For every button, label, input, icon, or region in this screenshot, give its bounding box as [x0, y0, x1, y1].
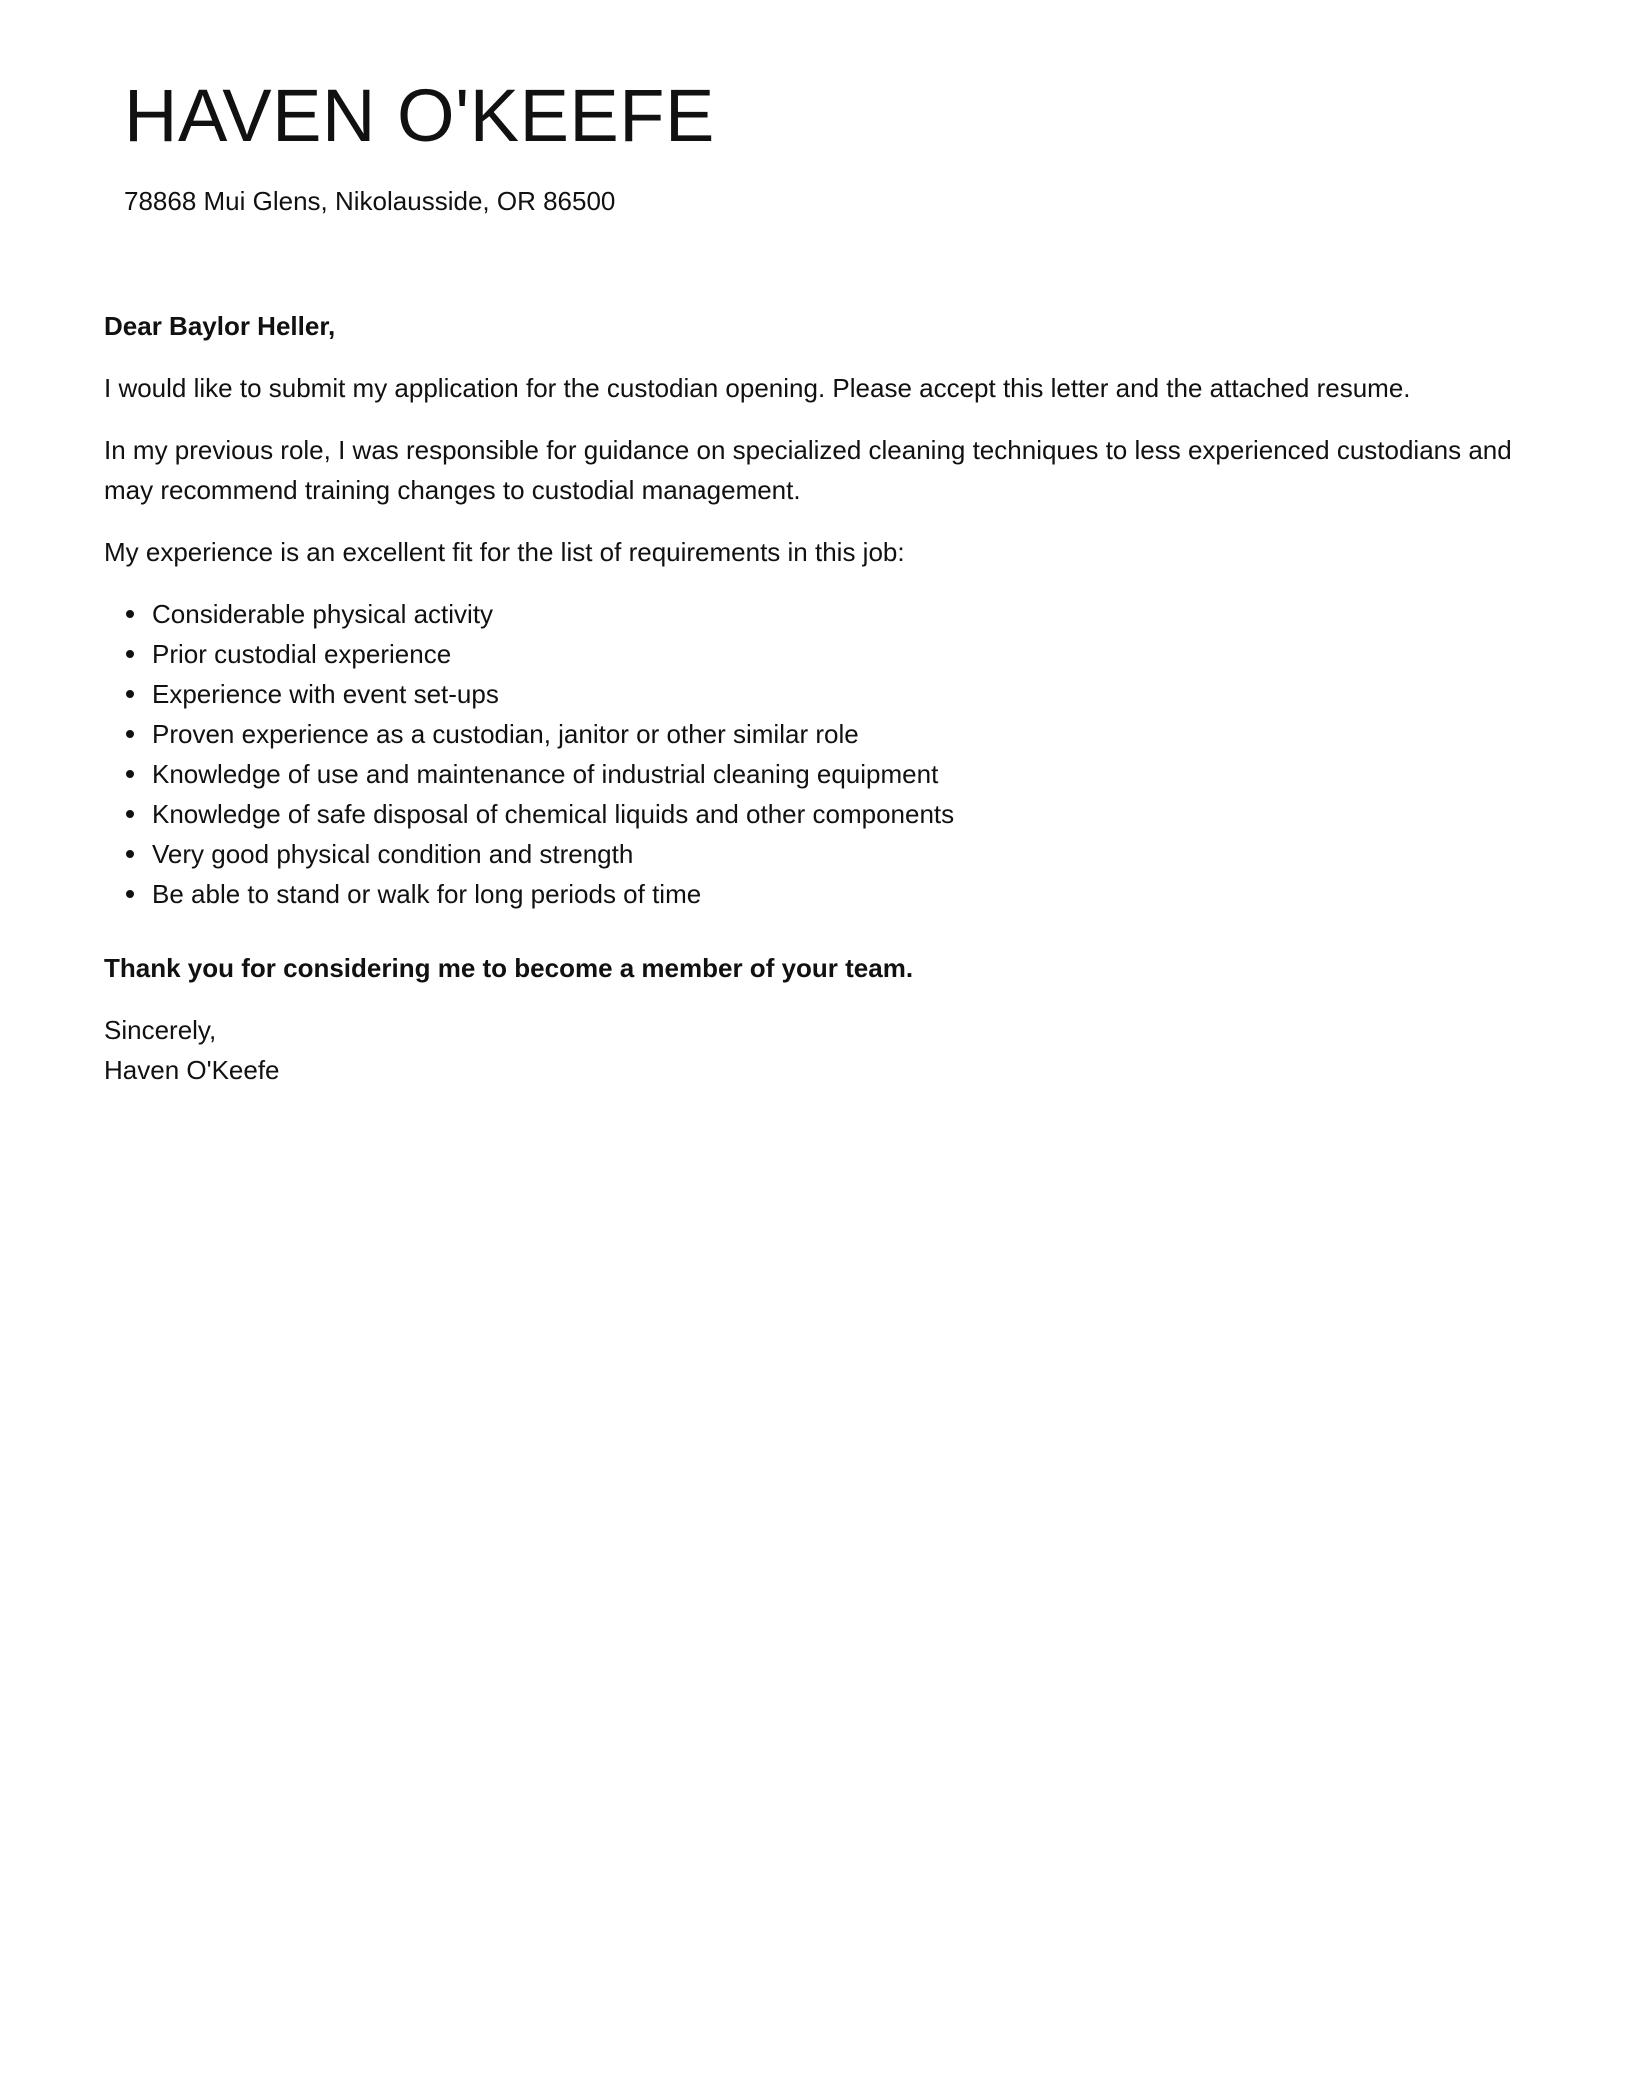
list-item-text: Prior custodial experience — [152, 639, 452, 669]
list-item — [152, 794, 1544, 834]
list-item-text: Proven experience as a custodian, janitor or other similar role — [152, 719, 859, 749]
signoff: Sincerely, — [104, 1015, 217, 1045]
experience-paragraph: In my previous role, I was responsible for guidance on specialized cleaning techniques to less experienced custodians and may recommend training changes to custodial management. — [104, 435, 1512, 505]
list-item — [152, 674, 1544, 714]
signature-name: Haven O'Keefe — [104, 1055, 280, 1085]
letter-body — [104, 306, 1544, 1090]
list-item — [152, 634, 1544, 674]
list-item — [152, 594, 1544, 634]
bullet-icon — [126, 610, 134, 618]
list-item-text: Knowledge of safe disposal of chemical liquids and other components — [152, 799, 955, 829]
bullet-icon — [126, 850, 134, 858]
list-item — [152, 754, 1544, 794]
list-item — [152, 834, 1544, 874]
requirements-list — [104, 594, 1544, 914]
bullet-icon — [126, 730, 134, 738]
salutation: Dear Baylor Heller, — [104, 311, 336, 341]
bullet-icon — [126, 890, 134, 898]
applicant-name: HAVEN O'KEEFE — [124, 74, 715, 157]
list-item — [152, 714, 1544, 754]
list-item-text: Knowledge of use and maintenance of industrial cleaning equipment — [152, 759, 939, 789]
list-item-text: Very good physical condition and strength — [152, 839, 634, 869]
bullet-icon — [126, 650, 134, 658]
list-item-text: Be able to stand or walk for long periods of time — [152, 879, 702, 909]
bullet-icon — [126, 810, 134, 818]
applicant-address: 78868 Mui Glens, Nikolausside, OR 86500 — [124, 186, 616, 216]
list-item — [152, 874, 1544, 914]
intro-paragraph: I would like to submit my application for the custodian opening. Please accept this letter and the attached resume. — [104, 373, 1411, 403]
bullet-icon — [126, 690, 134, 698]
bullet-icon — [126, 770, 134, 778]
letter-header — [124, 72, 715, 218]
requirements-intro: My experience is an excellent fit for the list of requirements in this job: — [104, 537, 905, 567]
closing-line: Thank you for considering me to become a member of your team. — [104, 953, 914, 983]
list-item-text: Experience with event set-ups — [152, 679, 499, 709]
list-item-text: Considerable physical activity — [152, 599, 494, 629]
